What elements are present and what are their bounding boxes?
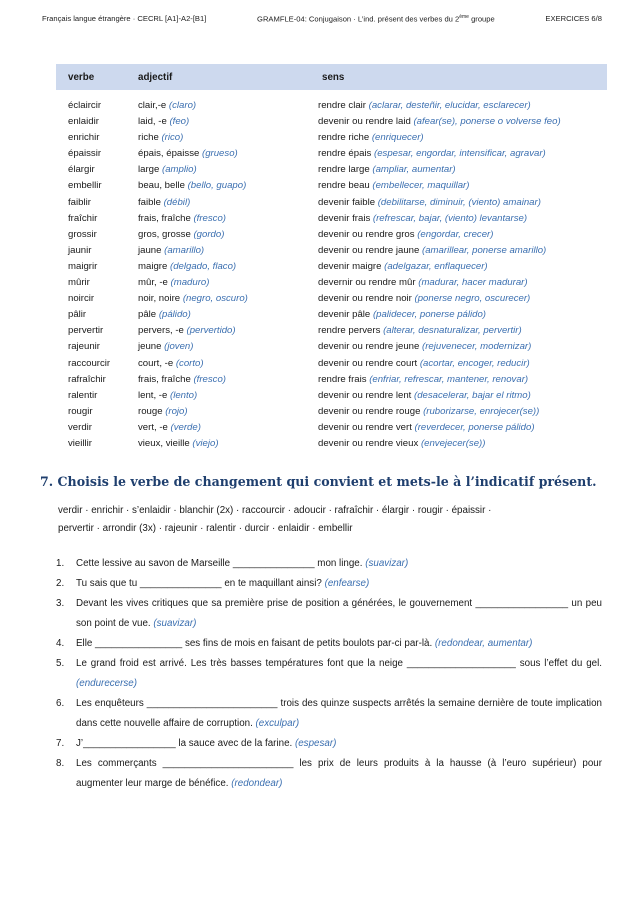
exercise-item bbox=[56, 574, 602, 594]
adjectif-fr: riche bbox=[138, 132, 162, 144]
cell-verbe: grossir bbox=[68, 228, 97, 240]
cell-sens bbox=[310, 323, 607, 339]
exercise-text: Devant les vives critiques que sa première prise de position a générées, le gouvernement _________________ un peu son point de vue. bbox=[76, 598, 602, 629]
cell-adjectif bbox=[126, 339, 310, 355]
sens-fr: devenir ou rendre laid bbox=[318, 116, 414, 128]
cell-verbe: rajeunir bbox=[68, 341, 100, 353]
adjectif-fr: vert, -e bbox=[138, 421, 171, 433]
exercise-number: 8. bbox=[56, 758, 65, 769]
cell-verbe: enlaidir bbox=[68, 116, 99, 128]
adjectif-es: (rico) bbox=[161, 132, 184, 144]
cell-sens bbox=[310, 146, 607, 162]
exercise-sentence bbox=[76, 694, 602, 734]
cell-verbe: rougir bbox=[68, 405, 93, 417]
sens-fr: rendre frais bbox=[318, 373, 370, 385]
cell-sens bbox=[310, 130, 607, 146]
adjectif-es: (amarillo) bbox=[164, 244, 205, 256]
cell-verbe: vieillir bbox=[68, 437, 92, 449]
table-row bbox=[56, 178, 607, 194]
table-row bbox=[56, 90, 607, 114]
cell-verbe: éclaircir bbox=[68, 100, 102, 111]
exercise-list bbox=[56, 554, 602, 794]
sens-fr: devenir ou rendre vert bbox=[318, 421, 415, 433]
cell-adjectif bbox=[126, 372, 310, 388]
adjectif-fr: maigre bbox=[138, 260, 170, 272]
sens-fr: devenir ou rendre court bbox=[318, 357, 420, 369]
cell-adjectif bbox=[126, 356, 310, 372]
table-row bbox=[56, 323, 607, 339]
cell-verbe: pâlir bbox=[68, 309, 87, 321]
exercise-text: Les commerçants ________________________ les prix de leurs produits à la hausse (à l’euro supérieur) pour augmenter leur marge de bénéfice. bbox=[76, 758, 602, 789]
sens-es: (ponerse negro, oscurecer) bbox=[414, 293, 531, 305]
adjectif-fr: pervers, -e bbox=[138, 325, 187, 337]
sens-es: (adelgazar, enflaquecer) bbox=[384, 260, 488, 272]
adjectif-es: (lento) bbox=[170, 389, 198, 401]
word-bank-line: pervertir · arrondir (3x) · rajeunir · ralentir · durcir · enlaidir · embellir bbox=[58, 523, 353, 534]
adjectif-es: (fresco) bbox=[193, 212, 226, 224]
sens-es: (palidecer, ponerse pálido) bbox=[372, 309, 487, 321]
sens-es: (espesar, engordar, intensificar, agravar) bbox=[374, 148, 546, 160]
cell-adjectif bbox=[126, 90, 310, 114]
exercise-hint: (endurecerse) bbox=[76, 678, 137, 689]
sens-fr: rendre pervers bbox=[318, 325, 384, 337]
table-row bbox=[56, 211, 607, 227]
cell-verbe: noircir bbox=[68, 293, 95, 305]
sens-fr: devenir ou rendre rouge bbox=[318, 405, 424, 417]
sens-fr: devernir ou rendre mûr bbox=[318, 277, 419, 289]
adjectif-fr: mûr, -e bbox=[138, 277, 171, 289]
cell-verbe: mûrir bbox=[68, 277, 90, 289]
sens-es: (envejecer(se)) bbox=[420, 437, 486, 449]
cell-adjectif bbox=[126, 211, 310, 227]
table-row bbox=[56, 114, 607, 130]
sens-es: (refrescar, bajar, (viento) levantarse) bbox=[372, 212, 528, 224]
exercise-title: 7. Choisis le verbe de changement qui convient et mets-le à l’indicatif présent. bbox=[40, 474, 597, 489]
cell-adjectif bbox=[126, 130, 310, 146]
cell-verbe: maigrir bbox=[68, 260, 98, 272]
sens-es: (desacelerar, bajar el ritmo) bbox=[414, 389, 531, 401]
cell-adjectif bbox=[126, 388, 310, 404]
adjectif-es: (maduro) bbox=[170, 277, 210, 289]
cell-adjectif bbox=[126, 178, 310, 194]
adjectif-es: (débil) bbox=[163, 196, 191, 208]
cell-adjectif bbox=[126, 307, 310, 323]
adjectif-es: (claro) bbox=[168, 100, 197, 111]
cell-verbe: jaunir bbox=[68, 244, 92, 256]
exercise-number: 3. bbox=[56, 598, 65, 609]
exercise-item bbox=[56, 654, 602, 694]
adjectif-es: (delgado, flaco) bbox=[170, 260, 237, 272]
exercise-number: 4. bbox=[56, 638, 65, 649]
adjectif-fr: jeune bbox=[138, 341, 165, 353]
adjectif-fr: clair,-e bbox=[138, 100, 169, 111]
exercise-item bbox=[56, 734, 602, 754]
cell-verbe: épaissir bbox=[68, 148, 102, 160]
cell-sens bbox=[310, 372, 607, 388]
exercise-item bbox=[56, 754, 602, 794]
sens-fr: devenir frais bbox=[318, 212, 373, 224]
adjectif-fr: court, -e bbox=[138, 357, 176, 369]
cell-adjectif bbox=[126, 436, 310, 452]
cell-sens bbox=[310, 388, 607, 404]
sens-fr: devenir maigre bbox=[318, 260, 385, 272]
exercise-sentence bbox=[76, 574, 602, 594]
header-adjectif: adjectif bbox=[126, 64, 310, 90]
adjectif-fr: jaune bbox=[138, 244, 165, 256]
cell-sens bbox=[310, 339, 607, 355]
sens-fr: rendre épais bbox=[318, 148, 374, 160]
sens-es: (ruborizarse, enrojecer(se)) bbox=[423, 405, 540, 417]
exercise-hint: (espesar) bbox=[294, 738, 337, 749]
cell-adjectif bbox=[126, 291, 310, 307]
sens-es: (aclarar, desteñir, elucidar, esclarecer) bbox=[368, 100, 531, 111]
cell-adjectif bbox=[126, 323, 310, 339]
table-row bbox=[56, 195, 607, 211]
exercise-number: 1. bbox=[56, 558, 65, 569]
cell-verbe: embellir bbox=[68, 180, 102, 192]
exercise-number: 7. bbox=[56, 738, 65, 749]
exercise-sentence bbox=[76, 594, 602, 634]
table-row bbox=[56, 243, 607, 259]
exercise-hint: (enfearse) bbox=[324, 578, 370, 589]
adjectif-es: (corto) bbox=[175, 357, 204, 369]
sens-fr: rendre beau bbox=[318, 180, 373, 192]
table-row bbox=[56, 356, 607, 372]
adjectif-es: (joven) bbox=[164, 341, 194, 353]
sens-es: (enfriar, refrescar, mantener, renovar) bbox=[369, 373, 529, 385]
sens-es: (acortar, encoger, reducir) bbox=[419, 357, 530, 369]
sens-es: (reverdecer, ponerse pálido) bbox=[414, 421, 535, 433]
cell-sens bbox=[310, 356, 607, 372]
sens-fr: devenir faible bbox=[318, 196, 378, 208]
cell-verbe: élargir bbox=[68, 164, 95, 176]
cell-verbe: rafraîchir bbox=[68, 373, 106, 385]
cell-adjectif bbox=[126, 275, 310, 291]
sens-es: (afear(se), ponerse o volverse feo) bbox=[413, 116, 561, 128]
header-section: EXERCICES 6/8 bbox=[545, 14, 602, 23]
table-row bbox=[56, 420, 607, 436]
sens-es: (engordar, crecer) bbox=[417, 228, 494, 240]
exercise-item bbox=[56, 594, 602, 634]
sens-es: (ampliar, aumentar) bbox=[372, 164, 456, 176]
exercise-hint: (redondear) bbox=[231, 778, 283, 789]
adjectif-es: (gordo) bbox=[193, 228, 225, 240]
exercise-number: 6. bbox=[56, 698, 65, 709]
cell-sens bbox=[310, 436, 607, 452]
sens-fr: devenir ou rendre vieux bbox=[318, 437, 421, 449]
sens-fr: devenir ou rendre gros bbox=[318, 228, 418, 240]
adjectif-es: (viejo) bbox=[192, 437, 219, 449]
cell-verbe: enrichir bbox=[68, 132, 100, 144]
cell-adjectif bbox=[126, 195, 310, 211]
adjectif-fr: frais, fraîche bbox=[138, 212, 194, 224]
word-bank-line: verdir · enrichir · s’enlaidir · blanchir (2x) · raccourcir · adoucir · rafraîchir · élargir · rougir · épaissir · bbox=[58, 505, 492, 516]
sens-fr: rendre riche bbox=[318, 132, 372, 144]
sens-es: (enriquecer) bbox=[371, 132, 424, 144]
adjectif-es: (feo) bbox=[169, 116, 190, 128]
cell-sens bbox=[310, 114, 607, 130]
cell-adjectif bbox=[126, 420, 310, 436]
exercise-text: Cette lessive au savon de Marseille _______________ mon linge. bbox=[76, 558, 366, 569]
table-row bbox=[56, 146, 607, 162]
header-course: Français langue étrangère · CECRL [A1]-A2-[B1] bbox=[42, 14, 207, 23]
adjectif-fr: large bbox=[138, 164, 162, 176]
table-row bbox=[56, 436, 607, 452]
table-row bbox=[56, 388, 607, 404]
cell-sens bbox=[310, 211, 607, 227]
cell-adjectif bbox=[126, 227, 310, 243]
exercise-item bbox=[56, 634, 602, 654]
adjectif-fr: lent, -e bbox=[138, 389, 170, 401]
exercise-item bbox=[56, 554, 602, 574]
cell-adjectif bbox=[126, 162, 310, 178]
exercise-hint: (suavizar) bbox=[153, 618, 197, 629]
adjectif-es: (amplio) bbox=[162, 164, 197, 176]
sens-es: (alterar, desnaturalizar, pervertir) bbox=[383, 325, 522, 337]
cell-sens bbox=[310, 307, 607, 323]
sens-fr: rendre large bbox=[318, 164, 373, 176]
cell-verbe: faiblir bbox=[68, 196, 91, 208]
exercise-sentence bbox=[76, 734, 602, 754]
adjectif-es: (verde) bbox=[170, 421, 201, 433]
exercise-text: Elle ________________ ses fins de mois en faisant de petits boulots par-ci par-là. bbox=[76, 638, 435, 649]
exercise-sentence bbox=[76, 554, 602, 574]
cell-sens bbox=[310, 275, 607, 291]
adjectif-fr: laid, -e bbox=[138, 116, 170, 128]
cell-verbe: pervertir bbox=[68, 325, 104, 337]
cell-sens bbox=[310, 227, 607, 243]
adjectif-fr: gros, grosse bbox=[138, 228, 194, 240]
sens-fr: devenir ou rendre noir bbox=[318, 293, 415, 305]
cell-sens bbox=[310, 291, 607, 307]
table-row bbox=[56, 291, 607, 307]
vocabulary-table bbox=[56, 64, 607, 452]
adjectif-es: (pálido) bbox=[158, 309, 191, 321]
cell-sens bbox=[310, 243, 607, 259]
adjectif-fr: pâle bbox=[138, 309, 159, 321]
cell-sens bbox=[310, 178, 607, 194]
sens-es: (rejuvenecer, modernizar) bbox=[422, 341, 532, 353]
cell-sens bbox=[310, 420, 607, 436]
exercise-hint: (redondear, aumentar) bbox=[434, 638, 533, 649]
exercise-text: Tu sais que tu _______________ en te maquillant ainsi? bbox=[76, 578, 325, 589]
exercise-text: Les enquêteurs ________________________ trois des quinze suspects arrêtés la semaine dernière de toute implication dans cette nouvelle affaire de corruption. bbox=[76, 698, 602, 729]
exercise-sentence bbox=[76, 754, 602, 794]
adjectif-es: (fresco) bbox=[193, 373, 226, 385]
exercise-text: Le grand froid est arrivé. Les très basses températures font que la neige ____________________ sous l’effet du gel. bbox=[76, 658, 602, 669]
cell-verbe: raccourcir bbox=[68, 357, 111, 369]
adjectif-es: (negro, oscuro) bbox=[182, 293, 248, 305]
table-row bbox=[56, 162, 607, 178]
table-row bbox=[56, 259, 607, 275]
cell-adjectif bbox=[126, 404, 310, 420]
sens-fr: devenir pâle bbox=[318, 309, 373, 321]
exercise-item bbox=[56, 694, 602, 734]
sens-es: (embellecer, maquillar) bbox=[372, 180, 470, 192]
sens-fr: devenir ou rendre jaune bbox=[318, 244, 423, 256]
header-sens: sens bbox=[310, 64, 607, 90]
table-row bbox=[56, 372, 607, 388]
table-row bbox=[56, 307, 607, 323]
adjectif-fr: épais, épaisse bbox=[138, 148, 202, 160]
sens-es: (amarillear, ponerse amarillo) bbox=[422, 244, 547, 256]
cell-verbe: verdir bbox=[68, 421, 92, 433]
table-row bbox=[56, 404, 607, 420]
table-body bbox=[56, 90, 607, 452]
sens-fr: devenir ou rendre lent bbox=[318, 389, 414, 401]
table-row bbox=[56, 275, 607, 291]
exercise-hint: (exculpar) bbox=[255, 718, 300, 729]
adjectif-fr: rouge bbox=[138, 405, 166, 417]
cell-sens bbox=[310, 90, 607, 114]
exercise-number: 2. bbox=[56, 578, 65, 589]
exercise-number: 5. bbox=[56, 658, 65, 669]
cell-verbe: fraîchir bbox=[68, 212, 98, 224]
adjectif-fr: noir, noire bbox=[138, 293, 183, 305]
sens-fr: rendre clair bbox=[318, 100, 369, 111]
cell-adjectif bbox=[126, 146, 310, 162]
cell-adjectif bbox=[126, 114, 310, 130]
exercise-sentence bbox=[76, 654, 602, 694]
word-bank bbox=[58, 502, 606, 538]
adjectif-es: (pervertido) bbox=[186, 325, 236, 337]
cell-sens bbox=[310, 195, 607, 211]
adjectif-fr: vieux, vieille bbox=[138, 437, 193, 449]
table-row bbox=[56, 227, 607, 243]
adjectif-es: (grueso) bbox=[202, 148, 238, 160]
adjectif-es: (rojo) bbox=[165, 405, 188, 417]
cell-adjectif bbox=[126, 259, 310, 275]
adjectif-fr: frais, fraîche bbox=[138, 373, 194, 385]
cell-sens bbox=[310, 259, 607, 275]
table-row bbox=[56, 130, 607, 146]
page-header bbox=[42, 14, 602, 24]
cell-adjectif bbox=[126, 243, 310, 259]
exercise-sentence bbox=[76, 634, 602, 654]
table-header-row bbox=[56, 64, 607, 90]
cell-sens bbox=[310, 404, 607, 420]
sens-es: (debilitarse, diminuir, (viento) amainar) bbox=[377, 196, 541, 208]
sens-fr: devenir ou rendre jeune bbox=[318, 341, 423, 353]
adjectif-es: (bello, guapo) bbox=[187, 180, 247, 192]
adjectif-fr: beau, belle bbox=[138, 180, 188, 192]
header-topic: GRAMFLE-04: Conjugaison · L’ind. présent des verbes du 2ème groupe bbox=[257, 14, 495, 24]
adjectif-fr: faible bbox=[138, 196, 164, 208]
table-row bbox=[56, 339, 607, 355]
exercise-hint: (suavizar) bbox=[365, 558, 409, 569]
cell-verbe: ralentir bbox=[68, 389, 98, 401]
sens-es: (madurar, hacer madurar) bbox=[418, 277, 528, 289]
cell-sens bbox=[310, 162, 607, 178]
exercise-text: J’_________________ la sauce avec de la farine. bbox=[76, 738, 295, 749]
header-verbe: verbe bbox=[56, 64, 126, 90]
